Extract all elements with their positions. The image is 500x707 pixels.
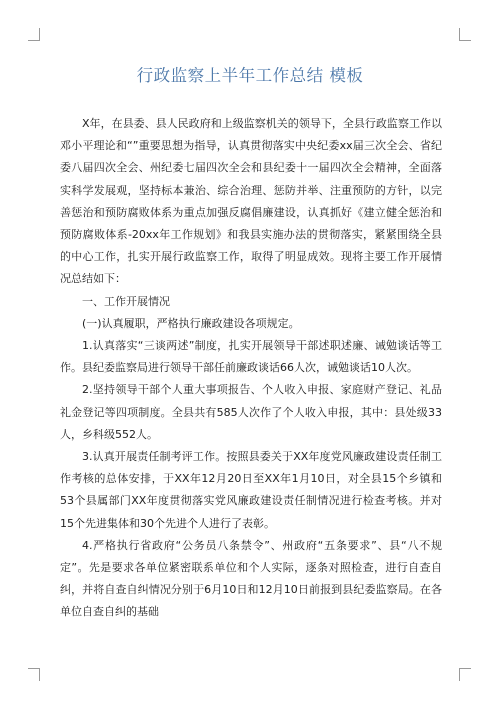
crop-mark-bottom-right <box>459 668 471 681</box>
paragraph-intro: X年，在县委、县人民政府和上级监察机关的领导下，全县行政监察工作以邓小平理论和“”重要思想为指导，认真贯彻落实中央纪委xx届三次全会、省纪委八届四次全会、州纪委七届四次全会和县纪委十一届四次全会精神，全面落实科学发展观，坚持标本兼治、综合治理、惩防并举、注重预防的方针，以完善惩治和预防腐败体系为重点加强反腐倡廉建设，认真抓好《建立健全惩治和预防腐败体系-20xx年工作规划》和我县实施办法的贯彻落实，紧紧围绕全县的中心工作，扎实开展行政监察工作，取得了明显成效。现将主要工作开展情况总结如下： <box>60 117 442 286</box>
paragraph-item-3: 3.认真开展责任制考评工作。按照县委关于XX年度党风廉政建设责任制工作考核的总体安排，于XX年12月20日至XX年1月10日，对全县15个乡镇和53个县属部门XX年度贯彻落实党风廉政建设责任制情况进行检查考核。并对15个先进集体和30个先进个人进行了表彰。 <box>60 450 442 530</box>
paragraph-item-4: 4.严格执行省政府“公务员八条禁令”、州政府“五条要求”、县“八不规定”。先是要求各单位紧密联系单位和个人实际，逐条对照检查，进行自查自纠，并将自查自纠情况分别于6月10日和12月10日前报到县纪委监察局。在各单位自查自纠的基础 <box>60 538 442 619</box>
subsection-heading: (一)认真履职，严格执行廉政建设各项规定。 <box>82 316 300 330</box>
crop-mark-top-right <box>459 28 471 41</box>
section-heading: 一、工作开展情况 <box>82 294 170 308</box>
document-title: 行政监察上半年工作总结 模板 <box>136 66 364 85</box>
crop-mark-top-left <box>28 28 40 41</box>
document-body <box>60 113 442 624</box>
paragraph-item-2: 2.坚持领导干部个人重大事项报告、个人收入申报、家庭财产登记、礼品礼金登记等四项制度。全县共有585人次作了个人收入申报，其中：县处级33人，乡科级552人。 <box>60 383 442 441</box>
paragraph-item-1: 1.认真落实“三谈两述”制度，扎实开展领导干部述职述廉、诫勉谈话等工作。县纪委监察局进行领导干部任前廉政谈话66人次，诫勉谈话10人次。 <box>60 339 442 375</box>
crop-mark-bottom-left <box>28 668 40 681</box>
